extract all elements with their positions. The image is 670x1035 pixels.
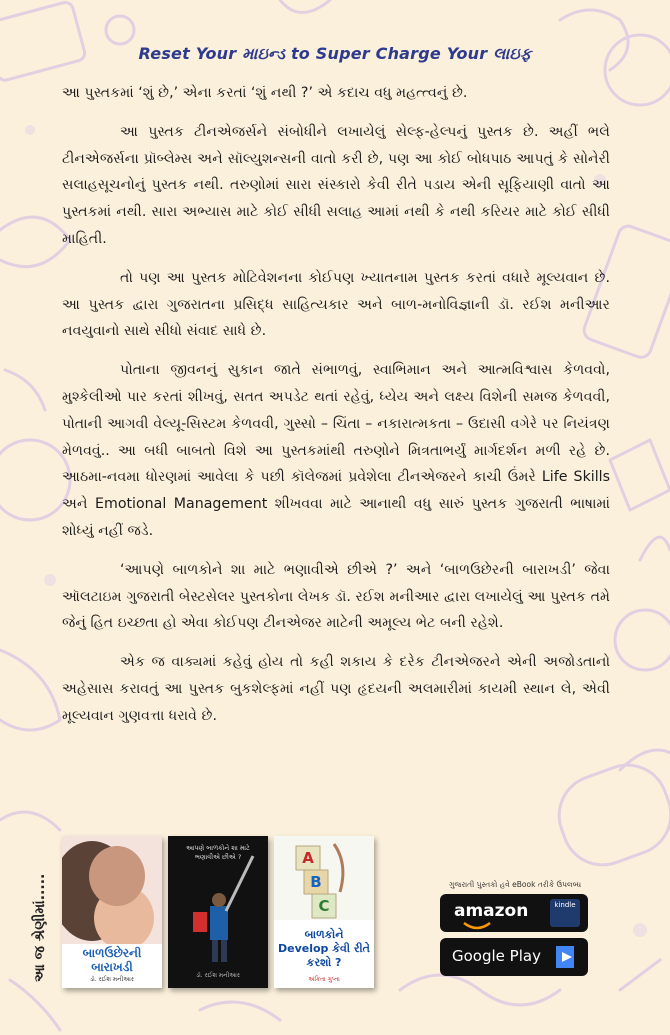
- ebook-note: ગુજરાતી પુસ્તકો હવે eBook તરીકે ઉપલબ્ધ: [448, 880, 582, 889]
- google-play-books-icon: [552, 944, 578, 970]
- kindle-label: kindle: [554, 901, 576, 909]
- ebook-store-box: [440, 880, 590, 982]
- google-play-label: Google Play: [452, 947, 541, 965]
- google-play-badge[interactable]: [440, 938, 588, 976]
- page-title: Reset Your માઇન્ડ to Super Charge Your લાઇફ: [138, 44, 532, 63]
- amazon-label: amazon: [454, 901, 529, 921]
- paragraph-value: તો પણ આ પુસ્તક મોટિવેશનના કોઈપણ ખ્યાતનામ પુસ્તક કરતાં વધારે મૂલ્યવાન છે. આ પુસ્તક દ્વારા ગુજરાતના પ્રસિદ્ધ સાહિત્યકાર અને બાળ-મનોવિજ્ઞાની ડૉ. રઈશ મનીઆર નવયુવાનો સાથે સીધો સંવાદ સાધે છે.: [62, 269, 610, 340]
- paragraph-author: ‘આપણે બાળકોને શા માટે ભણાવીએ છીએ ?’ અને ‘બાળઉછેરની બારાખડી’ જેવા ઑલટાઇમ ગુજરાતી બેસ્ટસેલર પુસ્તકોના લેખક ડૉ. રઈશ મનીઆર દ્વારા લખાયેલું આ પુસ્તક તમે જેનું હિત ઇચ્છતા હો એવા કોઈપણ ટીનએજર માટેની અમૂલ્ય ભેટ બની રહેશે.: [62, 561, 610, 632]
- paragraph-summary: એક જ વાક્યમાં કહેવું હોય તો કહી શકાય કે દરેક ટીનએજરને એની અજોડતાનો અહેસાસ કરાવતું આ પુસ્તક બુકશેલ્ફમાં નહીં પણ હૃદયની અલમારીમાં કાયમી સ્થાન લે, એવી મૂલ્યવાન ગુણવત્તા ધરાવે છે.: [62, 654, 610, 724]
- series-label: આ જ શ્રેણીમાં.....: [32, 873, 48, 982]
- book2-author: ડૉ. રઈશ મનીઆર: [195, 972, 241, 979]
- book-cover-balakone-develop[interactable]: [274, 836, 374, 988]
- book-cover-balauchherni-barakhadi[interactable]: [62, 836, 162, 988]
- book3-block-c: C: [318, 897, 330, 915]
- book3-author: અંકિતા ગુપ્તા: [308, 976, 340, 983]
- book3-block-a: A: [302, 849, 314, 867]
- paragraph-skills: પોતાના જીવનનું સુકાન જાતે સંભાળવું, સ્વાભિમાન અને આત્મવિશ્વાસ કેળવવો, મુશ્કેલીઓ પાર કરતાં શીખવું, સતત અપડેટ થતાં રહેવું, ધ્યેય અને લક્ષ્ય વિશેની સમજ કેળવવી, પોતાની આગવી વેલ્યૂ-સિસ્ટમ કેળવવી, ગુસ્સો – ચિંતા – નકારાત્મકતા – ઉદાસી વગેરે પર નિયંત્રણ મેળવવું.. આ બધી બાબતો વિશે આ પુસ્તકમાંથી તરુણોને મિત્રતાભર્યું માર્ગદર્શન મળી રહે છે. આઠમા-નવમા ધોરણમાં આવેલા કે પછી કૉલેજમાં પ્રવેશેલા ટીનએજરને કાચી ઉંમરે Life Skills અને Emotional Management શીખવવા માટે આનાથી વધુ સારું પુસ્તક ગુજરાતી ભાષામાં શોધ્યું નહીં જડે.: [62, 362, 610, 539]
- book3-title: બાળકોને Develop કેવી રીતે કરશો ?: [278, 928, 370, 969]
- book-cover-apne-balakone[interactable]: [168, 836, 268, 988]
- book2-title: આપણે બાળકોને શા માટે ભણાવીએ છીએ ?: [186, 844, 250, 861]
- paragraph-intro: આ પુસ્તકમાં ‘શું છે,’ એના કરતાં ‘શું નથી ?’ એ કદાચ વધુ મહત્ત્વનું છે.: [62, 85, 468, 101]
- description-text: [62, 80, 610, 742]
- amazon-smile-icon: [462, 920, 492, 934]
- book1-author: ડૉ. રઈશ મનીઆર: [89, 976, 135, 983]
- paragraph-about: આ પુસ્તક ટીનએજર્સને સંબોધીને લખાયેલું સેલ્ફ-હેલ્પનું પુસ્તક છે. અહીં ભલે ટીનએજર્સના પ્રૉબ્લેમ્સ અને સૉલ્યુશન્સની વાતો કરી છે, પણ આ કોઈ બોધપાઠ આપતું કે સોનેરી સલાહસૂચનોનું પુસ્તક નથી. તરુણોમાં સારા સંસ્કારો કેવી રીતે પડાય એની સૂફિયાણી વાતો આ પુસ્તકમાં નથી. સારા અભ્યાસ માટે કોઈ સીધી સલાહ આમાં નથી કે નથી કરિયર માટે કોઈ સીધી માહિતી.: [62, 123, 610, 247]
- book1-title: બાળઉછેરની બારાખડી: [82, 946, 142, 974]
- book3-block-b: B: [310, 873, 322, 891]
- kindle-icon: [550, 899, 580, 927]
- amazon-kindle-badge[interactable]: [440, 894, 588, 932]
